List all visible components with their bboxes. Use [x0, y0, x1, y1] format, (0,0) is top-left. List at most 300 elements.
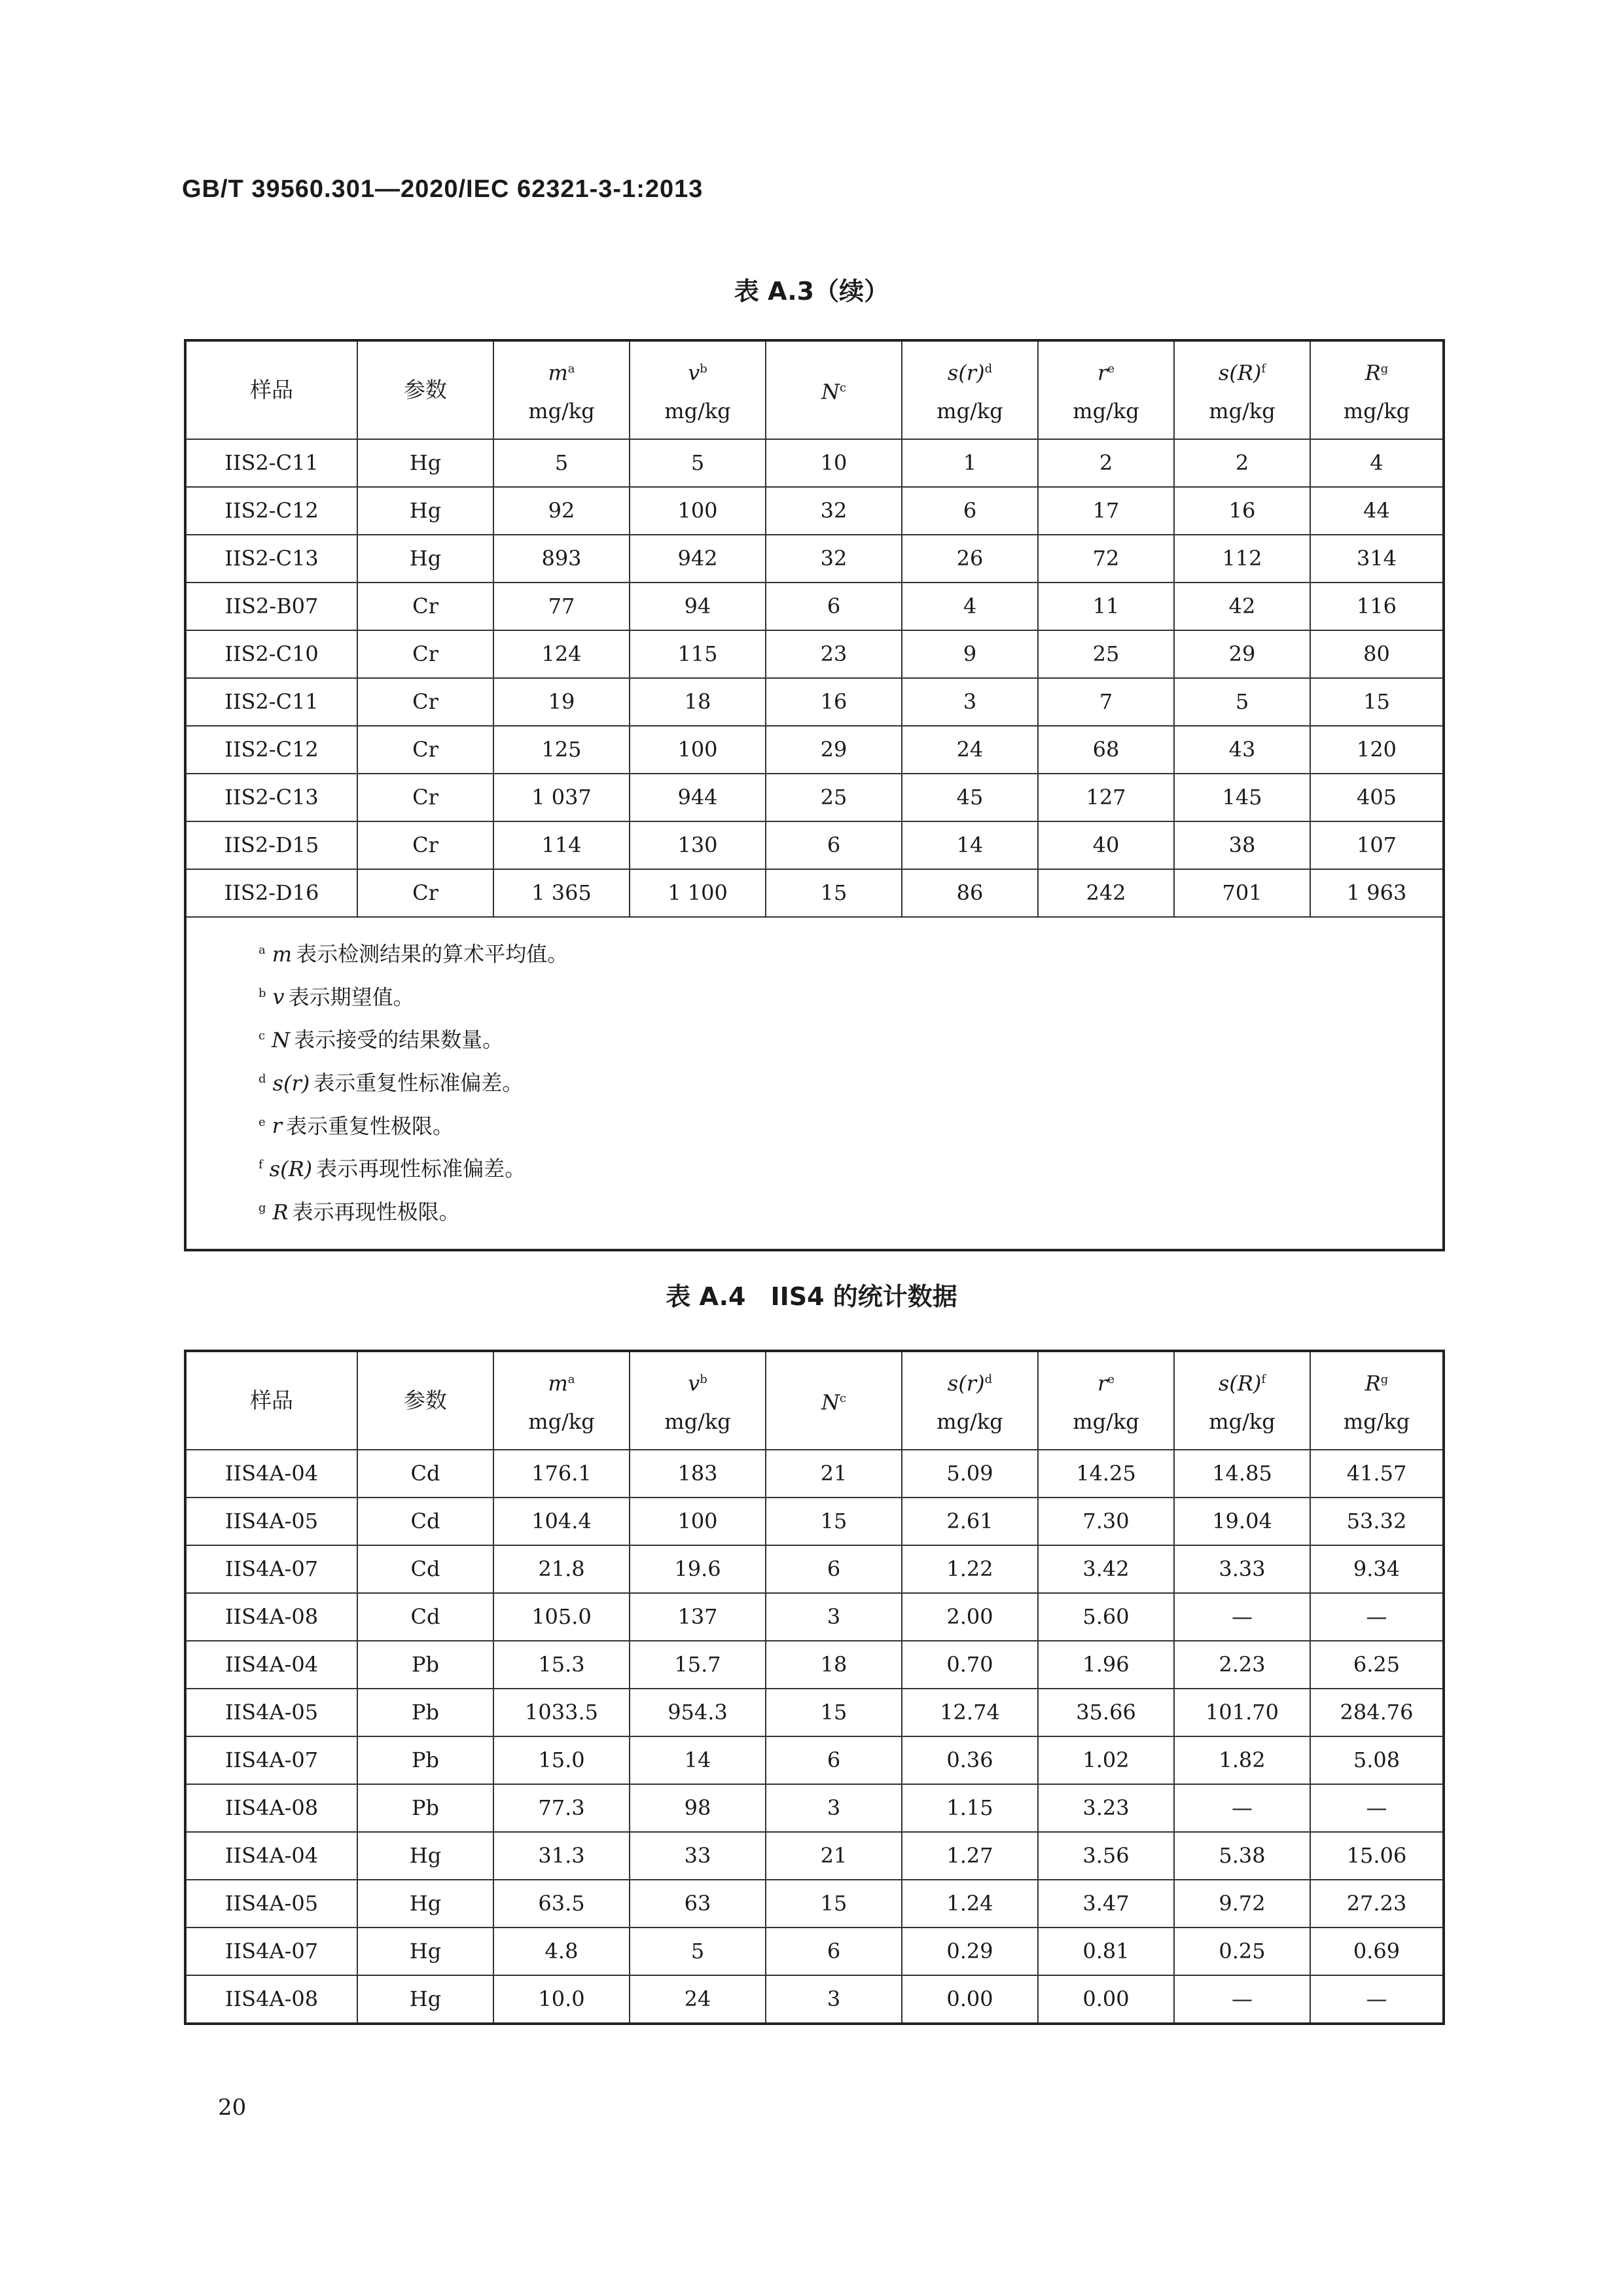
col-r-mark: e	[1107, 362, 1115, 376]
col-sr-unit: mg/kg	[936, 1408, 1003, 1434]
table-cell: 14	[630, 1736, 766, 1784]
table-cell: 1.27	[902, 1832, 1038, 1880]
col-v-mark: b	[700, 362, 707, 376]
table-cell: 80	[1310, 630, 1444, 678]
table-cell: 125	[493, 726, 630, 774]
table-cell: 0.69	[1310, 1928, 1444, 1975]
col-N-symbol	[766, 1380, 901, 1422]
note-text: 表示重复性标准偏差。	[313, 1070, 524, 1096]
table-cell: 314	[1310, 535, 1444, 583]
header-row	[185, 1351, 1444, 1450]
col-r-unit: mg/kg	[1073, 398, 1139, 423]
table-cell: Pb	[357, 1784, 493, 1832]
table-cell: 63	[630, 1880, 766, 1928]
table-cell: 145	[1174, 774, 1310, 821]
table-cell: 15	[766, 1880, 902, 1928]
table-cell: 114	[493, 821, 630, 869]
table-cell: 3	[766, 1975, 902, 2024]
table-cell: Pb	[357, 1736, 493, 1784]
table-cell: IIS2-C11	[185, 439, 357, 487]
table-cell: 15.7	[630, 1641, 766, 1689]
table-cell: 701	[1174, 869, 1310, 917]
col-sR-sym: s(R)	[1218, 1371, 1262, 1396]
table-cell: IIS4A-04	[185, 1832, 357, 1880]
table-cell: 101.70	[1174, 1689, 1310, 1736]
note-line	[259, 974, 1442, 1017]
col-R	[1310, 340, 1444, 439]
table-cell: 112	[1174, 535, 1310, 583]
table-cell: 18	[630, 678, 766, 726]
table-cell: 16	[1174, 487, 1310, 535]
col-sr-sym: s(r)	[947, 360, 985, 386]
note-mark: b	[259, 986, 266, 1000]
table-cell: IIS4A-04	[185, 1641, 357, 1689]
table-cell: 10	[766, 439, 902, 487]
table-cell: IIS2-B07	[185, 583, 357, 630]
note-symbol: s(r)	[272, 1070, 310, 1096]
table-cell: 35.66	[1038, 1689, 1174, 1736]
table-cell: IIS4A-05	[185, 1498, 357, 1545]
note-text: 表示再现性极限。	[292, 1199, 460, 1225]
table-cell: —	[1174, 1975, 1310, 2024]
table-cell: 45	[902, 774, 1038, 821]
table-row	[185, 774, 1444, 821]
table-cell: Hg	[357, 439, 493, 487]
table-cell: 14.25	[1038, 1450, 1174, 1498]
table-cell: IIS2-C12	[185, 487, 357, 535]
table-cell: Hg	[357, 1928, 493, 1975]
table-cell: 6	[766, 1928, 902, 1975]
notes-row	[185, 917, 1444, 1250]
col-sR-unit: mg/kg	[1209, 398, 1275, 423]
col-v-symbol	[630, 350, 765, 392]
table-cell: 9	[902, 630, 1038, 678]
table-cell: 2	[1038, 439, 1174, 487]
table-cell: 1	[902, 439, 1038, 487]
table-cell: IIS2-C12	[185, 726, 357, 774]
table-cell: Hg	[357, 535, 493, 583]
table-cell: 5	[1174, 678, 1310, 726]
table-row	[185, 1545, 1444, 1593]
note-symbol: s(R)	[269, 1156, 313, 1181]
table-cell: IIS4A-07	[185, 1928, 357, 1975]
table-cell: Hg	[357, 487, 493, 535]
table-cell: 19.6	[630, 1545, 766, 1593]
table-cell: 1.24	[902, 1880, 1038, 1928]
table-cell: 0.81	[1038, 1928, 1174, 1975]
table-cell: 1 037	[493, 774, 630, 821]
table-row	[185, 1593, 1444, 1641]
col-sample-label: 样品	[250, 377, 293, 403]
table-cell: 6	[766, 821, 902, 869]
table-cell: Pb	[357, 1689, 493, 1736]
table-row	[185, 678, 1444, 726]
table-cell: 3	[766, 1593, 902, 1641]
table-a3	[184, 339, 1445, 1251]
col-R-symbol	[1311, 350, 1442, 392]
table-cell: 944	[630, 774, 766, 821]
table-cell: 4.8	[493, 1928, 630, 1975]
note-symbol: v	[272, 984, 285, 1010]
table-cell: 15.06	[1310, 1832, 1444, 1880]
table-cell: 72	[1038, 535, 1174, 583]
col-sR	[1174, 340, 1310, 439]
table-cell: 2	[1174, 439, 1310, 487]
col-sR-symbol	[1175, 1361, 1310, 1403]
col-sr-unit: mg/kg	[936, 398, 1003, 423]
col-m-sym: m	[548, 360, 568, 386]
col-sr-sym: s(r)	[947, 1371, 985, 1396]
note-line	[259, 1103, 1442, 1146]
note-symbol: m	[272, 941, 293, 967]
table-cell: IIS4A-07	[185, 1736, 357, 1784]
table-cell: 44	[1310, 487, 1444, 535]
table-cell: 3.56	[1038, 1832, 1174, 1880]
table-cell: 24	[902, 726, 1038, 774]
table-cell: 53.32	[1310, 1498, 1444, 1545]
col-sr	[902, 1351, 1038, 1450]
col-r	[1038, 340, 1174, 439]
col-sR-mark: f	[1261, 1372, 1266, 1387]
table-cell: 4	[1310, 439, 1444, 487]
table-cell: —	[1310, 1593, 1444, 1641]
table-cell: Hg	[357, 1975, 493, 2024]
table-cell: Cr	[357, 630, 493, 678]
table-cell: 16	[766, 678, 902, 726]
table-cell: 11	[1038, 583, 1174, 630]
table-cell: Cr	[357, 678, 493, 726]
table-cell: 124	[493, 630, 630, 678]
table-cell: 21.8	[493, 1545, 630, 1593]
col-m-mark: a	[567, 1372, 575, 1387]
note-text: 表示期望值。	[288, 984, 414, 1010]
table-cell: IIS2-D15	[185, 821, 357, 869]
col-sR-mark: f	[1261, 362, 1266, 376]
table-cell: —	[1310, 1784, 1444, 1832]
note-symbol: r	[272, 1113, 282, 1139]
table-cell: 18	[766, 1641, 902, 1689]
table-cell: 1.96	[1038, 1641, 1174, 1689]
table-cell: 100	[630, 487, 766, 535]
col-sr-symbol	[902, 350, 1037, 392]
table-cell: 26	[902, 535, 1038, 583]
table-cell: 7	[1038, 678, 1174, 726]
table-cell: —	[1174, 1593, 1310, 1641]
table-cell: 19.04	[1174, 1498, 1310, 1545]
table-cell: 1 100	[630, 869, 766, 917]
table-cell: 5.38	[1174, 1832, 1310, 1880]
note-text: 表示检测结果的算术平均值。	[296, 941, 569, 967]
table-cell: 15.3	[493, 1641, 630, 1689]
table-cell: Cd	[357, 1450, 493, 1498]
note-text: 表示再现性标准偏差。	[316, 1156, 526, 1181]
col-sample-label: 样品	[250, 1388, 293, 1413]
note-text: 表示重复性极限。	[285, 1113, 454, 1139]
table-cell: 0.00	[1038, 1975, 1174, 2024]
col-N-sym: N	[821, 1390, 840, 1415]
note-line	[259, 1145, 1442, 1189]
table-cell: 1.02	[1038, 1736, 1174, 1784]
table-cell: 942	[630, 535, 766, 583]
table-cell: Hg	[357, 1880, 493, 1928]
table-cell: 1.22	[902, 1545, 1038, 1593]
table-cell: 405	[1310, 774, 1444, 821]
table-cell: 14	[902, 821, 1038, 869]
table-row	[185, 583, 1444, 630]
table-a4	[184, 1350, 1445, 2025]
table-cell: 5.08	[1310, 1736, 1444, 1784]
table-row	[185, 726, 1444, 774]
note-line	[259, 1016, 1442, 1060]
col-m-sym: m	[548, 1371, 568, 1396]
col-R-symbol	[1311, 1361, 1442, 1403]
table-row	[185, 1450, 1444, 1498]
table-notes	[185, 917, 1444, 1250]
table-cell: 6	[766, 1736, 902, 1784]
page-number: 20	[218, 2094, 247, 2121]
table-cell: 10.0	[493, 1975, 630, 2024]
table-cell: —	[1174, 1784, 1310, 1832]
table-cell: 32	[766, 487, 902, 535]
table-cell: IIS4A-08	[185, 1593, 357, 1641]
col-r-unit: mg/kg	[1073, 1408, 1139, 1434]
table-cell: 0.00	[902, 1975, 1038, 2024]
table-cell: 7.30	[1038, 1498, 1174, 1545]
col-param-label: 参数	[404, 1388, 447, 1413]
table-cell: 9.72	[1174, 1880, 1310, 1928]
col-N	[766, 1351, 902, 1450]
table-cell: 6	[902, 487, 1038, 535]
table-cell: 0.36	[902, 1736, 1038, 1784]
table-cell: 42	[1174, 583, 1310, 630]
col-m-unit: mg/kg	[528, 1408, 595, 1434]
col-v-sym: v	[688, 1371, 700, 1396]
table-row	[185, 1641, 1444, 1689]
table-cell: 4	[902, 583, 1038, 630]
table-cell: 284.76	[1310, 1689, 1444, 1736]
table-cell: 25	[766, 774, 902, 821]
note-symbol: R	[272, 1199, 289, 1225]
table-cell: 954.3	[630, 1689, 766, 1736]
table-cell: IIS4A-08	[185, 1975, 357, 2024]
table-cell: 3	[902, 678, 1038, 726]
table-cell: Cr	[357, 726, 493, 774]
table-cell: 29	[1174, 630, 1310, 678]
table-cell: 94	[630, 583, 766, 630]
note-mark: g	[259, 1200, 266, 1215]
note-symbol: N	[272, 1027, 291, 1052]
col-R-unit: mg/kg	[1343, 398, 1410, 423]
col-sample	[185, 340, 357, 439]
table-cell: 43	[1174, 726, 1310, 774]
table-row	[185, 821, 1444, 869]
col-param	[357, 340, 493, 439]
col-N-symbol	[766, 369, 901, 411]
col-r	[1038, 1351, 1174, 1450]
table-cell: IIS4A-08	[185, 1784, 357, 1832]
table-cell: 25	[1038, 630, 1174, 678]
table-cell: 0.70	[902, 1641, 1038, 1689]
table-cell: —	[1310, 1975, 1444, 2024]
table-cell: 5.60	[1038, 1593, 1174, 1641]
table-cell: 9.34	[1310, 1545, 1444, 1593]
table-cell: 68	[1038, 726, 1174, 774]
table-cell: Pb	[357, 1641, 493, 1689]
table-cell: 38	[1174, 821, 1310, 869]
table-cell: 5	[630, 1928, 766, 1975]
table-cell: 5	[630, 439, 766, 487]
table-cell: 2.00	[902, 1593, 1038, 1641]
table-cell: 3.47	[1038, 1880, 1174, 1928]
note-mark: f	[259, 1158, 263, 1172]
table-cell: Hg	[357, 1832, 493, 1880]
table-row	[185, 439, 1444, 487]
note-mark: a	[259, 943, 266, 957]
table-cell: 6	[766, 583, 902, 630]
table-row	[185, 1784, 1444, 1832]
table-cell: 104.4	[493, 1498, 630, 1545]
table-cell: 2.61	[902, 1498, 1038, 1545]
table-row	[185, 535, 1444, 583]
table-cell: IIS4A-04	[185, 1450, 357, 1498]
table-cell: 23	[766, 630, 902, 678]
table-row	[185, 1832, 1444, 1880]
table-cell: IIS4A-05	[185, 1689, 357, 1736]
col-N-mark: c	[839, 1391, 847, 1406]
table-cell: 1.82	[1174, 1736, 1310, 1784]
table-cell: 14.85	[1174, 1450, 1310, 1498]
table-cell: 893	[493, 535, 630, 583]
table-cell: 105.0	[493, 1593, 630, 1641]
table-cell: 6	[766, 1545, 902, 1593]
note-mark: e	[259, 1115, 266, 1129]
table-cell: 5.09	[902, 1450, 1038, 1498]
table-cell: 116	[1310, 583, 1444, 630]
note-text: 表示接受的结果数量。	[294, 1027, 504, 1052]
col-v-mark: b	[700, 1372, 707, 1387]
table-cell: 21	[766, 1450, 902, 1498]
header-row	[185, 340, 1444, 439]
col-m	[493, 1351, 630, 1450]
table-row	[185, 1689, 1444, 1736]
table-cell: 100	[630, 1498, 766, 1545]
table-row	[185, 630, 1444, 678]
table-cell: IIS2-C13	[185, 535, 357, 583]
table-cell: 120	[1310, 726, 1444, 774]
table-cell: 242	[1038, 869, 1174, 917]
table-cell: 32	[766, 535, 902, 583]
col-m-symbol	[494, 1361, 629, 1403]
table-cell: 107	[1310, 821, 1444, 869]
col-v	[630, 340, 766, 439]
col-m-mark: a	[567, 362, 575, 376]
col-v	[630, 1351, 766, 1450]
col-r-symbol	[1039, 350, 1173, 392]
col-R	[1310, 1351, 1444, 1450]
table-cell: Cr	[357, 583, 493, 630]
col-R-mark: g	[1380, 362, 1389, 376]
col-param-label: 参数	[404, 377, 447, 403]
table-row	[185, 487, 1444, 535]
standard-number: GB/T 39560.301—2020/IEC 62321-3-1:2013	[182, 175, 704, 203]
col-r-sym: r	[1097, 1371, 1108, 1396]
table-cell: 15	[766, 869, 902, 917]
table-row	[185, 1928, 1444, 1975]
table-row	[185, 1736, 1444, 1784]
table-cell: 1 365	[493, 869, 630, 917]
table-cell: Cr	[357, 869, 493, 917]
table-cell: Cr	[357, 821, 493, 869]
col-N-mark: c	[839, 381, 847, 395]
col-R-sym: R	[1364, 360, 1381, 386]
note-line	[259, 931, 1442, 974]
table-cell: 176.1	[493, 1450, 630, 1498]
table-cell: 31.3	[493, 1832, 630, 1880]
table-cell: 12.74	[902, 1689, 1038, 1736]
note-mark: c	[259, 1029, 266, 1043]
col-sR-sym: s(R)	[1218, 360, 1262, 386]
table-cell: 33	[630, 1832, 766, 1880]
table-cell: IIS2-C11	[185, 678, 357, 726]
table-cell: 1 963	[1310, 869, 1444, 917]
col-r-mark: e	[1107, 1372, 1115, 1387]
table-row	[185, 1498, 1444, 1545]
table-cell: 40	[1038, 821, 1174, 869]
col-r-sym: r	[1097, 360, 1108, 386]
table-cell: Cd	[357, 1545, 493, 1593]
table-cell: 183	[630, 1450, 766, 1498]
table-cell: 137	[630, 1593, 766, 1641]
table-cell: 3.23	[1038, 1784, 1174, 1832]
table-cell: IIS2-D16	[185, 869, 357, 917]
table-cell: 24	[630, 1975, 766, 2024]
col-R-sym: R	[1364, 1371, 1381, 1396]
col-sR	[1174, 1351, 1310, 1450]
table-cell: IIS2-C13	[185, 774, 357, 821]
table-cell: IIS4A-07	[185, 1545, 357, 1593]
col-R-unit: mg/kg	[1343, 1408, 1410, 1434]
note-mark: d	[259, 1071, 266, 1086]
note-line	[259, 1189, 1442, 1232]
table-cell: 21	[766, 1832, 902, 1880]
table-cell: 29	[766, 726, 902, 774]
table-cell: 27.23	[1310, 1880, 1444, 1928]
col-sr-symbol	[902, 1361, 1037, 1403]
table-a3-caption: 表 A.3（续）	[734, 277, 889, 306]
table-cell: 100	[630, 726, 766, 774]
table-cell: 0.29	[902, 1928, 1038, 1975]
table-a4-caption: 表 A.4 IIS4 的统计数据	[666, 1282, 957, 1311]
col-m-unit: mg/kg	[528, 398, 595, 423]
table-cell: 15	[766, 1689, 902, 1736]
table-cell: Cr	[357, 774, 493, 821]
table-cell: IIS4A-05	[185, 1880, 357, 1928]
table-cell: 15	[766, 1498, 902, 1545]
table-cell: 92	[493, 487, 630, 535]
table-cell: Cd	[357, 1498, 493, 1545]
table-cell: 98	[630, 1784, 766, 1832]
table-cell: 15.0	[493, 1736, 630, 1784]
table-cell: 3.42	[1038, 1545, 1174, 1593]
table-cell: 1.15	[902, 1784, 1038, 1832]
col-R-mark: g	[1380, 1372, 1389, 1387]
col-v-unit: mg/kg	[664, 1408, 731, 1434]
table-row	[185, 869, 1444, 917]
table-cell: 5	[493, 439, 630, 487]
table-cell: 77	[493, 583, 630, 630]
table-cell: 6.25	[1310, 1641, 1444, 1689]
col-sample	[185, 1351, 357, 1450]
